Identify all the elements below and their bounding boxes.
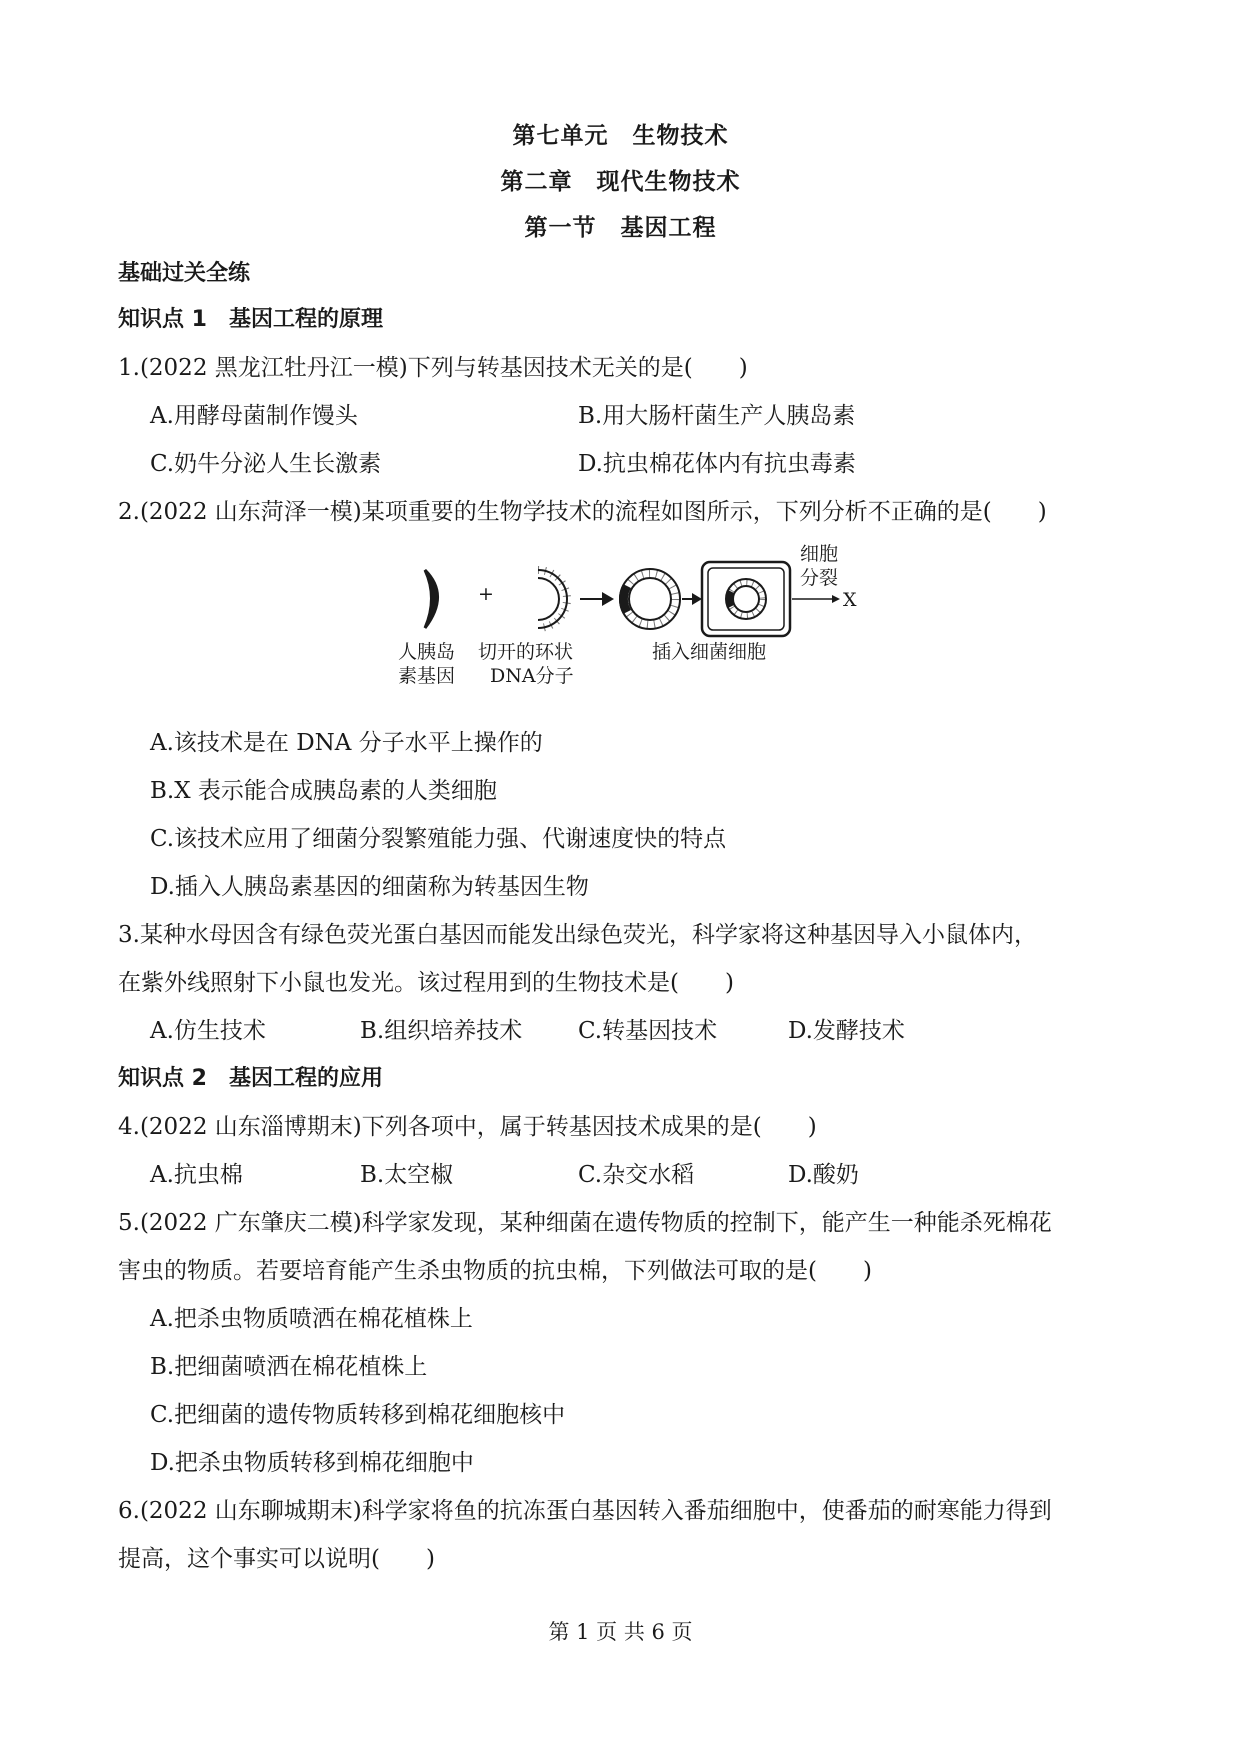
chapter-title: 第二章 现代生物技术	[500, 169, 741, 195]
practice-heading: 基础过关全练	[118, 261, 251, 286]
question-2-option-a: A.该技术是在 DNA 分子水平上操作的	[150, 730, 543, 756]
question-4-option-a: A.抗虫棉	[150, 1162, 243, 1188]
knowledge-point-1: 知识点 1 基因工程的原理	[118, 307, 383, 332]
question-2-stem	[118, 496, 1047, 528]
question-3-option-d: D.发酵技术	[788, 1018, 905, 1044]
label-dna-2: DNA分子	[490, 665, 574, 687]
gene-engineering-diagram	[380, 540, 860, 690]
question-4-option-b: B.太空椒	[360, 1162, 454, 1188]
question-1-stem	[118, 352, 748, 384]
question-4-text: 4.(2022 山东淄博期末)下列各项中，属于转基因技术成果的是(	[118, 1114, 762, 1140]
question-3-stem-line-1: 3.某种水母因含有绿色荧光蛋白基因而能发出绿色荧光，科学家将这种基因导入小鼠体内，	[118, 922, 1037, 948]
question-2-option-d: D.插入人胰岛素基因的细菌称为转基因生物	[150, 874, 589, 900]
question-3-option-c: C.转基因技术	[578, 1018, 718, 1044]
open-circular-dna	[538, 570, 567, 628]
question-5-stem-line-2	[118, 1255, 872, 1287]
label-gene-1: 人胰岛	[398, 641, 456, 663]
question-5-close: )	[862, 1258, 872, 1284]
question-4-stem	[118, 1111, 817, 1143]
question-1-close: )	[738, 355, 748, 381]
question-3-option-b: B.组织培养技术	[360, 1018, 523, 1044]
cell-division-label-1: 细胞	[800, 543, 839, 565]
arrow-2-head	[692, 593, 702, 605]
question-3-option-a: A.仿生技术	[150, 1018, 266, 1044]
question-6-close: )	[425, 1546, 435, 1572]
question-3-close: )	[724, 970, 734, 996]
question-3-text: 在紫外线照射下小鼠也发光。该过程用到的生物技术是(	[118, 970, 679, 996]
question-4-close: )	[807, 1114, 817, 1140]
question-1-option-a: A.用酵母菌制作馒头	[150, 403, 358, 429]
result-x: X	[843, 589, 857, 611]
question-5-stem-line-1: 5.(2022 广东肇庆二模)科学家发现，某种细菌在遗传物质的控制下，能产生一种能杀死棉花	[118, 1210, 1052, 1236]
label-dna-1: 切开的环状	[478, 641, 574, 663]
recombinant-dna-ring	[619, 569, 680, 629]
plus-sign: +	[478, 583, 494, 605]
question-6-stem-line-1: 6.(2022 山东聊城期末)科学家将鱼的抗冻蛋白基因转入番茄细胞中，使番茄的耐寒能力得到	[118, 1498, 1052, 1524]
question-5-text: 害虫的物质。若要培育能产生杀虫物质的抗虫棉，下列做法可取的是(	[118, 1258, 817, 1284]
question-2-option-c: C.该技术应用了细菌分裂繁殖能力强、代谢速度快的特点	[150, 826, 727, 852]
question-5-option-b: B.把细菌喷洒在棉花植株上	[150, 1354, 428, 1380]
question-4-option-d: D.酸奶	[788, 1162, 859, 1188]
label-insert: 插入细菌细胞	[652, 641, 767, 663]
question-3-stem-line-2	[118, 967, 734, 999]
arrow-1-head	[602, 592, 614, 606]
question-6-stem-line-2	[118, 1543, 435, 1575]
knowledge-point-2: 知识点 2 基因工程的应用	[118, 1066, 383, 1091]
insulin-gene-shape	[425, 570, 438, 628]
arrow-3-head	[832, 595, 840, 603]
question-6-text: 提高，这个事实可以说明(	[118, 1546, 380, 1572]
section-title: 第一节 基因工程	[524, 215, 717, 241]
question-4-option-c: C.杂交水稻	[578, 1162, 695, 1188]
page-footer: 第 1 页 共 6 页	[548, 1620, 693, 1644]
bacterial-cell	[702, 562, 790, 636]
question-2-option-b: B.X 表示能合成胰岛素的人类细胞	[150, 778, 497, 804]
question-1-option-c: C.奶牛分泌人生长激素	[150, 451, 382, 477]
question-2-close: )	[1037, 499, 1047, 525]
unit-title: 第七单元 生物技术	[512, 123, 729, 149]
question-5-option-d: D.把杀虫物质转移到棉花细胞中	[150, 1450, 474, 1476]
question-1-option-b: B.用大肠杆菌生产人胰岛素	[578, 403, 856, 429]
cell-division-label-2: 分裂	[800, 567, 839, 589]
question-1-text: 1.(2022 黑龙江牡丹江一模)下列与转基因技术无关的是(	[118, 355, 693, 381]
label-gene-2: 素基因	[398, 665, 456, 687]
question-5-option-c: C.把细菌的遗传物质转移到棉花细胞核中	[150, 1402, 566, 1428]
question-5-option-a: A.把杀虫物质喷洒在棉花植株上	[150, 1306, 473, 1332]
question-1-option-d: D.抗虫棉花体内有抗虫毒素	[578, 451, 856, 477]
question-2-text: 2.(2022 山东菏泽一模)某项重要的生物学技术的流程如图所示，下列分析不正确的是(	[118, 499, 992, 525]
